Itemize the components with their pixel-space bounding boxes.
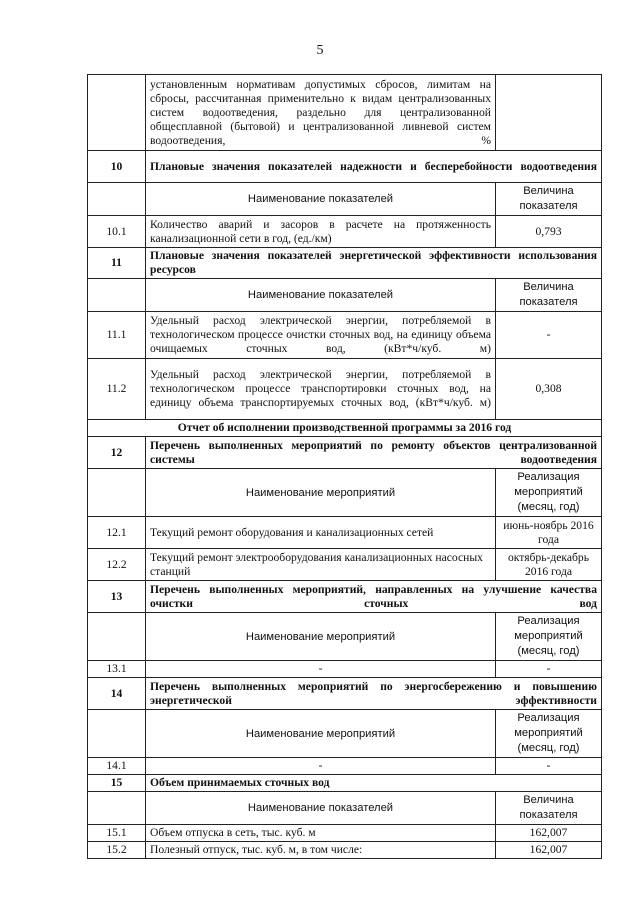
indicator-value: октябрь-декабрь 2016 года <box>496 549 602 581</box>
column-header-name: Наименование мероприятий <box>146 613 496 661</box>
indicator-value: 162,007 <box>496 825 602 842</box>
column-header-name: Наименование показателей <box>146 279 496 312</box>
indicator-value: - <box>496 661 602 678</box>
table-row <box>88 216 602 248</box>
header-row <box>88 183 602 216</box>
row-number <box>88 75 146 151</box>
row-number: 15.2 <box>88 842 146 859</box>
indicators-table <box>87 74 602 859</box>
section-title: Перечень выполненных мероприятий, направленных на улучшение качества очистки сточных вод <box>146 581 602 613</box>
table-row <box>88 312 602 359</box>
section-title: Перечень выполненных мероприятий по ремонту объектов централизованной системы водоотведения <box>146 437 602 469</box>
header-row <box>88 792 602 825</box>
column-header-name: Наименование показателей <box>146 792 496 825</box>
indicator-name: Количество аварий и засоров в расчете на протяженность канализационной сети в год, (ед./км) <box>146 216 496 248</box>
indicator-value: 0,308 <box>496 359 602 420</box>
table-row <box>88 517 602 549</box>
section-number: 13 <box>88 581 146 613</box>
row-number: 13.1 <box>88 661 146 678</box>
indicator-name: Текущий ремонт электрооборудования канализационных насосных станций <box>146 549 496 581</box>
indicator-value: 0,793 <box>496 216 602 248</box>
indicator-name: Полезный отпуск, тыс. куб. м, в том числе: <box>146 842 496 859</box>
column-header-name: Наименование мероприятий <box>146 469 496 517</box>
indicator-name: установленным нормативам допустимых сбросов, лимитам на сбросы, рассчитанная применительно к видам централизованных систем водоотведения, раздельно для централизованной общесплавной (бытовой) и централизованной ливневой систем водоотведения, % <box>146 75 496 151</box>
indicator-value: - <box>496 758 602 775</box>
table-row <box>88 549 602 581</box>
section-row <box>88 678 602 710</box>
indicator-value: июнь-ноябрь 2016 года <box>496 517 602 549</box>
section-title: Плановые значения показателей энергетической эффективности использования ресурсов <box>146 248 602 279</box>
column-header-value: Величина показателя <box>496 792 602 825</box>
row-number: 12.1 <box>88 517 146 549</box>
column-header-name: Наименование мероприятий <box>146 710 496 758</box>
header-row <box>88 469 602 517</box>
header-row <box>88 279 602 312</box>
page-number: 5 <box>316 43 324 58</box>
table-row <box>88 842 602 859</box>
column-header-value: Реализация мероприятий (месяц, год) <box>496 469 602 517</box>
indicator-value <box>496 75 602 151</box>
column-header-value: Реализация мероприятий (месяц, год) <box>496 613 602 661</box>
row-number: 10.1 <box>88 216 146 248</box>
section-title: Плановые значения показателей надежности и бесперебойности водоотведения <box>146 151 602 183</box>
section-row <box>88 437 602 469</box>
table-row <box>88 359 602 420</box>
row-number: 11.2 <box>88 359 146 420</box>
indicator-name: Удельный расход электрической энергии, потребляемой в технологическом процессе транспортировки сточных вод, на единицу объема транспортируемых сточных вод, (кВт*ч/куб. м) <box>146 359 496 420</box>
column-header-value: Величина показателя <box>496 279 602 312</box>
section-number: 15 <box>88 775 146 792</box>
section-row <box>88 581 602 613</box>
section-title: Объем принимаемых сточных вод <box>146 775 602 792</box>
column-header-name: Наименование показателей <box>146 183 496 216</box>
indicator-name: Объем отпуска в сеть, тыс. куб. м <box>146 825 496 842</box>
section-number: 14 <box>88 678 146 710</box>
row-number: 15.1 <box>88 825 146 842</box>
indicator-value: - <box>496 312 602 359</box>
section-title: Перечень выполненных мероприятий по энергосбережению и повышению энергетической эффективности <box>146 678 602 710</box>
indicator-value: 162,007 <box>496 842 602 859</box>
report-title: Отчет об исполнении производственной программы за 2016 год <box>88 420 602 437</box>
column-header-value: Величина показателя <box>496 183 602 216</box>
section-number: 11 <box>88 248 146 279</box>
header-row <box>88 613 602 661</box>
indicator-name: - <box>146 758 496 775</box>
table-row <box>88 661 602 678</box>
table-row <box>88 75 602 151</box>
row-number: 12.2 <box>88 549 146 581</box>
table-row <box>88 758 602 775</box>
section-number: 10 <box>88 151 146 183</box>
row-number: 14.1 <box>88 758 146 775</box>
section-row <box>88 775 602 792</box>
indicator-name: Текущий ремонт оборудования и канализационных сетей <box>146 517 496 549</box>
indicator-name: Удельный расход электрической энергии, потребляемой в технологическом процессе очистки сточных вод, на единицу объема очищаемых сточных вод, (кВт*ч/куб. м) <box>146 312 496 359</box>
header-row <box>88 710 602 758</box>
section-row <box>88 248 602 279</box>
section-row <box>88 151 602 183</box>
section-number: 12 <box>88 437 146 469</box>
indicator-name: - <box>146 661 496 678</box>
row-number: 11.1 <box>88 312 146 359</box>
table-row <box>88 825 602 842</box>
report-title-row <box>88 420 602 437</box>
column-header-value: Реализация мероприятий (месяц, год) <box>496 710 602 758</box>
